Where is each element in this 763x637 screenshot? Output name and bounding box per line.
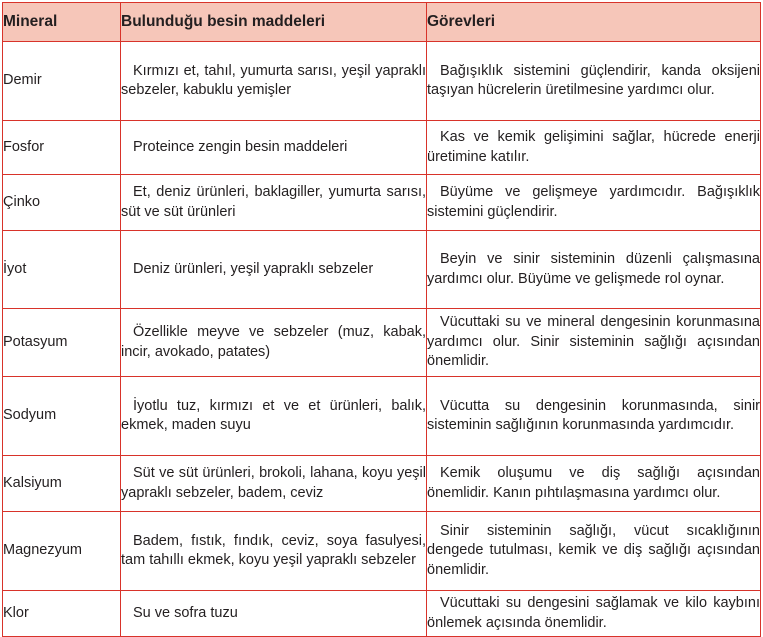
mineral-functions: Bağışıklık sistemini güçlendirir, kanda oksijeni taşıyan hücrelerin üretilmesine yardımcı olur. (427, 42, 761, 121)
mineral-functions: Beyin ve sinir sisteminin düzenli çalışmasına yardımcı olur. Büyüme ve gelişmede rol oynar. (427, 231, 761, 309)
mineral-name: Sodyum (3, 377, 121, 456)
food-sources: Kırmızı et, tahıl, yumurta sarısı, yeşil yapraklı sebzeler, kabuklu yemişler (121, 42, 427, 121)
mineral-functions: Vücuttaki su dengesini sağlamak ve kilo kaybını önlemek açısında önemlidir. (427, 591, 761, 637)
food-sources: İyotlu tuz, kırmızı et ve et ürünleri, balık, ekmek, maden suyu (121, 377, 427, 456)
mineral-name: Kalsiyum (3, 456, 121, 512)
mineral-functions: Kemik oluşumu ve diş sağlığı açısından önemlidir. Kanın pıhtılaşmasına yardımcı olur. (427, 456, 761, 512)
mineral-functions: Büyüme ve gelişmeye yardımcıdır. Bağışıklık sistemini güçlendirir. (427, 175, 761, 231)
mineral-name: İyot (3, 231, 121, 309)
food-sources: Özellikle meyve ve sebzeler (muz, kabak, incir, avokado, patates) (121, 309, 427, 377)
minerals-table (2, 2, 761, 637)
food-sources: Deniz ürünleri, yeşil yapraklı sebzeler (121, 231, 427, 309)
food-sources: Badem, fıstık, fındık, ceviz, soya fasulyesi, tam tahıllı ekmek, koyu yeşil yapraklı sebzeler (121, 512, 427, 591)
mineral-functions: Vücuttaki su ve mineral dengesinin korunmasına yardımcı olur. Sinir sisteminin sağlığı açısından önemlidir. (427, 309, 761, 377)
header-row (3, 3, 761, 42)
mineral-functions: Kas ve kemik gelişimini sağlar, hücrede enerji üretimine katılır. (427, 121, 761, 175)
mineral-name: Çinko (3, 175, 121, 231)
table-row (3, 456, 761, 512)
food-sources: Et, deniz ürünleri, baklagiller, yumurta sarısı, süt ve süt ürünleri (121, 175, 427, 231)
table-row (3, 231, 761, 309)
table-row (3, 121, 761, 175)
mineral-name: Klor (3, 591, 121, 637)
mineral-functions: Sinir sisteminin sağlığı, vücut sıcaklığının dengede tutulması, kemik ve diş sağlığı açısından önemlidir. (427, 512, 761, 591)
mineral-name: Demir (3, 42, 121, 121)
header-foods: Bulunduğu besin maddeleri (121, 3, 427, 42)
food-sources: Proteince zengin besin maddeleri (121, 121, 427, 175)
table-body (3, 42, 761, 637)
mineral-functions: Vücutta su dengesinin korunmasında, sinir sisteminin sağlığının korunmasında yardımcıdır. (427, 377, 761, 456)
table-header (3, 3, 761, 42)
mineral-name: Fosfor (3, 121, 121, 175)
table-row (3, 591, 761, 637)
mineral-name: Potasyum (3, 309, 121, 377)
header-mineral: Mineral (3, 3, 121, 42)
table-row (3, 512, 761, 591)
mineral-name: Magnezyum (3, 512, 121, 591)
header-functions: Görevleri (427, 3, 761, 42)
table-row (3, 309, 761, 377)
food-sources: Süt ve süt ürünleri, brokoli, lahana, koyu yeşil yapraklı sebzeler, badem, ceviz (121, 456, 427, 512)
food-sources: Su ve sofra tuzu (121, 591, 427, 637)
table-row (3, 42, 761, 121)
table-row (3, 175, 761, 231)
table-row (3, 377, 761, 456)
